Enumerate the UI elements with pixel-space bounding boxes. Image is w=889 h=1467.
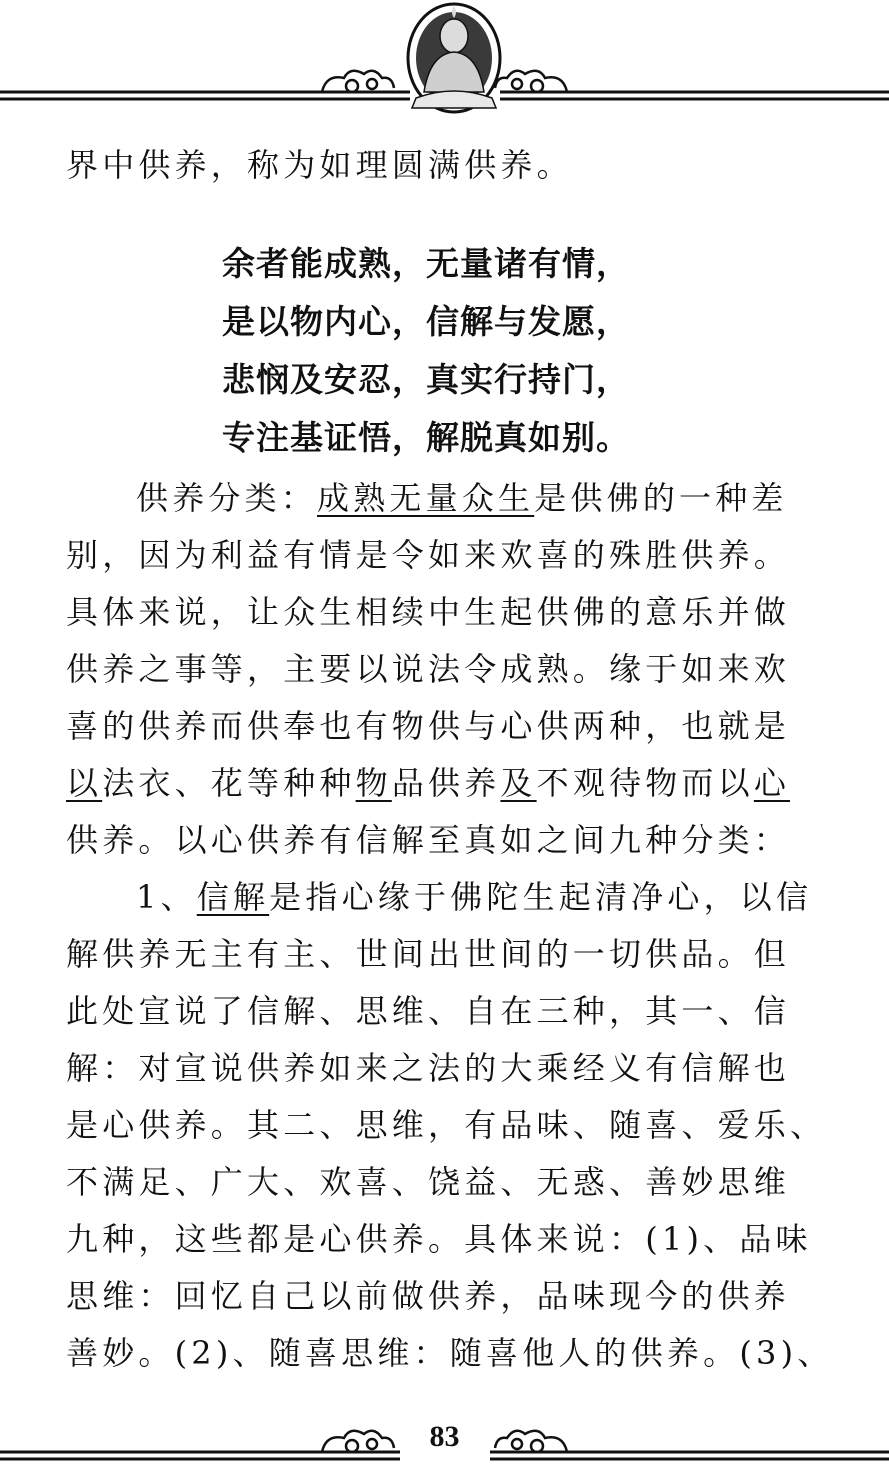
underlined-phrase: 信解 (196, 878, 270, 916)
cloud-left-icon (322, 71, 394, 92)
underlined-phrase: 以 (66, 764, 103, 802)
text-segment: 别，因为利益有情是令如来欢喜的殊胜供养。 (66, 536, 791, 574)
text-segment: 具体来说，让众生相续中生起供佛的意乐并做 (66, 593, 791, 631)
text-line (66, 535, 856, 575)
cloud-right-icon (495, 71, 567, 92)
underlined-phrase: 物 (355, 764, 392, 802)
text-line (66, 1276, 856, 1316)
text-segment: 法衣、花等种种 (102, 764, 356, 802)
text-line (66, 763, 856, 803)
text-line (66, 991, 856, 1031)
text-line (66, 706, 856, 746)
text-line (66, 934, 856, 974)
text-segment: 界中供养，称为如理圆满供养。 (66, 146, 573, 184)
text-line (66, 1333, 856, 1373)
verse-line: 专注基证悟，解脱真如别。 (222, 418, 630, 457)
verse-line: 余者能成熟，无量诸有情， (222, 244, 630, 283)
header-ornament (0, 0, 889, 118)
verse-line: 悲悯及安忍，真实行持门， (222, 360, 630, 399)
text-segment: 是指心缘于佛陀生起清净心，以信 (269, 878, 813, 916)
text-segment: 是供佛的一种差 (534, 479, 788, 517)
text-segment: 思维：回忆自己以前做供养，品味现今的供养 (66, 1277, 791, 1315)
underlined-phrase: 及 (500, 764, 537, 802)
text-segment: 解供养无主有主、世间出世间的一切供品。但 (66, 935, 791, 973)
text-segment: 善妙。(2)、随喜思维：随喜他人的供养。(3)、 (66, 1334, 834, 1372)
text-line (66, 1048, 856, 1088)
text-segment: 供养之事等，主要以说法令成熟。缘于如来欢 (66, 650, 791, 688)
text-segment: 不满足、广大、欢喜、饶益、无惑、善妙思维 (66, 1163, 791, 1201)
text-segment: 供养分类： (136, 479, 318, 517)
text-segment: 喜的供养而供奉也有物供与心供两种，也就是 (66, 707, 791, 745)
page-number: 83 (429, 1420, 460, 1453)
text-line (66, 1105, 856, 1145)
verse-line: 是以物内心，信解与发愿， (222, 302, 630, 341)
text-segment: 1、 (136, 878, 197, 916)
text-line (66, 649, 856, 689)
text-segment: 此处宣说了信解、思维、自在三种，其一、信 (66, 992, 791, 1030)
text-line (66, 1219, 856, 1259)
buddha-emblem (408, 4, 500, 112)
text-line (66, 145, 856, 185)
text-line (66, 1162, 856, 1202)
text-segment: 是心供养。其二、思维，有品味、随喜、爱乐、 (66, 1106, 827, 1144)
text-line (66, 478, 856, 518)
text-segment: 不观待物而以 (536, 764, 754, 802)
underlined-phrase: 成熟无量众生 (317, 479, 535, 517)
text-segment: 品供养 (391, 764, 501, 802)
text-segment: 九种，这些都是心供养。具体来说：(1)、品味 (66, 1220, 812, 1258)
underlined-phrase: 心 (753, 764, 791, 802)
text-segment: 供养。以心供养有信解至真如之间九种分类： (66, 821, 791, 859)
text-line (66, 592, 856, 632)
text-segment: 解：对宣说供养如来之法的大乘经义有信解也 (66, 1049, 791, 1087)
text-line (66, 820, 856, 860)
text-line (66, 877, 856, 917)
